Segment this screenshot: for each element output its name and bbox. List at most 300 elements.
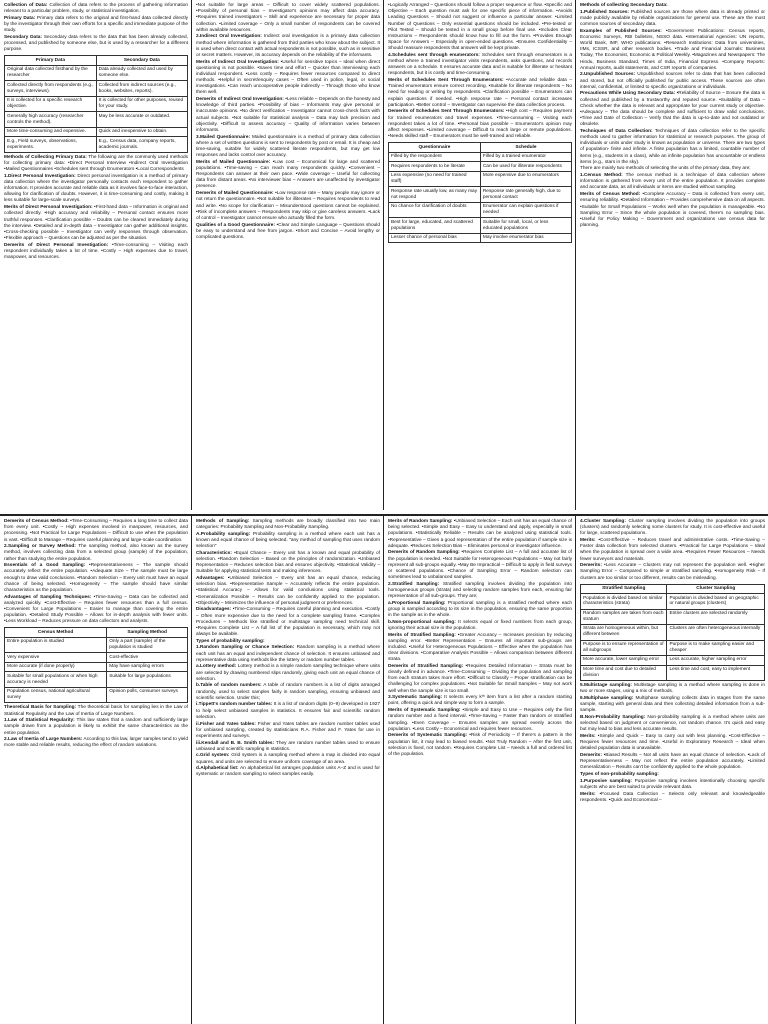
table-cell: It is collected for a specific research objective. [5, 96, 97, 111]
table-cell: Collected directly from respondents (e.g., surveys, interviews). [5, 81, 97, 96]
note-paragraph [196, 3, 380, 34]
table-row [581, 625, 765, 640]
note-heading: Demerits: [580, 563, 602, 569]
note-paragraph [196, 223, 380, 242]
note-text: This law states that a random and sufficiently large sample drawn from a population is likely to exhibit the same characteristics as the entire population. [4, 718, 188, 736]
note-heading: A.Probability sampling: [196, 531, 251, 537]
paragraph-group [196, 519, 380, 779]
note-paragraph [388, 53, 572, 78]
note-text: The sampling method, also known as the survey method, involves collecting data from a selected group (sample) of the population, rather than studying the entire population. [4, 544, 188, 562]
notes-column-4 [576, 0, 768, 510]
note-paragraph [580, 3, 765, 9]
note-paragraph [196, 191, 380, 222]
note-paragraph [580, 772, 765, 778]
table-row [389, 218, 572, 233]
paragraph-group [196, 3, 380, 241]
note-paragraph [196, 683, 380, 702]
note-paragraph [580, 29, 765, 72]
notes-bottom-half [0, 514, 768, 1024]
note-paragraph [580, 734, 765, 753]
note-text: •Equal Chance – Every unit has a known and equal probability of selection. •Random Selection – Based on the principles of randomization. •Unbiased Representation – Reduces selection bias and ensures objectivity. •Statistical Validity – Suitable for applying statistical tests and making inferences. [196, 550, 380, 575]
table-cell: More accurate (if done properly) [5, 662, 107, 672]
note-text: It selects equal or fixed numbers from each group, ignoring their actual size in the population. [388, 619, 572, 631]
table-row [389, 233, 572, 243]
note-paragraph [580, 792, 765, 804]
note-text: •Requires Detailed Information – Strata must be clearly defined in advance. •Time-Consuming – Dividing the population and sampling from each stratum takes more effort. •Difficult to Classify – Proper stratification can be challenging for complex populations. •Not Suitable for Small Samples – May not work well when the sample size is too small. [388, 663, 572, 694]
note-heading: ii.Fisher and Yates tables: [196, 721, 256, 727]
table-cell: May be less accurate or outdated. [96, 112, 187, 127]
note-text: They are random number tables used to ensure unbiased and scientific sampling in statistics. [196, 740, 380, 752]
note-heading: b.Non-proportional sampling: [388, 619, 456, 625]
table-cell: No chance for clarification of doubts [389, 202, 481, 217]
note-text: Proportional sampling is a stratified method where each group is sampled according to its size in the population, ensuring the same proportion in the sample as in the whole. [388, 600, 572, 619]
table-cell: E.g., Field surveys, observations, experiments. [5, 137, 97, 152]
note-text: •Useful for sensitive topics – Ideal when direct questioning is not possible. •Saves time and effort – Quicker than interviewing each individual respondent. •Less costly – Requires fewer resources compared to direct methods. •Helpful in secret/enquiry cases – Often used in police, legal, or social investigations. •Can reach uncooperative people indirectly – Through those who know them well. [196, 59, 381, 96]
table-row [581, 640, 765, 655]
note-text: An alphabetical list arranges population units A–Z and is used for systematic or random sampling to select samples easily. [196, 766, 380, 778]
table-row [581, 609, 765, 624]
note-heading: Methods of Sampling: [196, 519, 250, 524]
note-paragraph [196, 753, 380, 765]
table-header-cell: Stratified Sampling [581, 584, 667, 594]
note-heading: Demerits of Stratified Sampling: [388, 663, 464, 669]
table-header-cell: Sampling Method [107, 628, 188, 638]
table-cell: Enumerator can explain questions if needed [480, 202, 571, 217]
note-paragraph [580, 192, 765, 229]
table-row [5, 65, 188, 80]
table-row [5, 137, 188, 152]
note-heading: 1.Random Sampling or Chance Selection: [196, 645, 295, 651]
note-text: •Simple and Quick – Easy to carry out with less planning. •Cost-Effective – Requires fewer resources and time. •Useful in Exploratory Research – Ideal when detailed population data is unavailable. [580, 734, 765, 752]
note-paragraph [388, 550, 572, 581]
note-paragraph [388, 582, 572, 601]
table-row [5, 687, 188, 702]
table-cell: Opinion polls, consumer surveys [107, 687, 188, 702]
note-paragraph [580, 753, 765, 772]
note-text: •Less Accurate – Clusters may not represent the population well. •Higher Sampling Error – Compared to simple or stratified sampling. •Homogeneity Risk – If clusters are too similar or too different, results can be misleading. [580, 563, 765, 581]
note-paragraph [580, 72, 765, 91]
table-header-cell: Schedule [480, 143, 571, 153]
notes-column-5 [0, 516, 192, 1024]
table-cell: Population is divided based on similar characteristics (strata) [581, 594, 667, 609]
table-row [5, 112, 188, 127]
note-text: Non-probability sampling is a method where units are selected based on judgment or convenience, not random chance. It's quick and easy but may lead to bias and less accurate results. [580, 714, 766, 733]
note-heading: c.Grid system: [196, 753, 230, 759]
note-heading: 6.Multiphase sampling: [580, 695, 634, 701]
note-heading: 3.Systematic Sampling: [388, 695, 443, 701]
table-cell: Response rate generally high, due to personal contact [480, 187, 571, 202]
note-paragraph [4, 205, 188, 242]
comparison-table-wrap [4, 55, 188, 152]
note-text: Multistage sampling is a method where sampling is done in two or more stages, using a mix of methods. [580, 683, 765, 695]
note-heading: Merits of Census Method: [580, 192, 641, 198]
table-header-cell: Cluster Sampling [667, 584, 765, 594]
note-heading: Merits of Systematic Sampling: [388, 708, 461, 714]
note-text: It selects every kᵗʰ item from a list after a random starting point, offering a quick and simple way to form a sample. [388, 695, 572, 707]
note-heading: Precautions While Using Secondary Data: [580, 91, 676, 97]
note-text: •Unbiased Selection – Every unit has an equal chance, reducing selection bias. •Representative Sample – Accurately reflects the entire population. •Statistical Accuracy – Allows for valid conclusions using statistical tools. •Generalization Possible – Results can be confidently applied to the population. •Objectivity – Minimizes the influence of personal judgment or preferences. [196, 576, 380, 606]
note-text: Grid system is a sampling method where a map is divided into equal squares, and units are selected to ensure uniform coverage of an area. [196, 753, 380, 765]
table-cell: More time and cost due to detailed division [581, 665, 667, 680]
note-heading: d.Alphabetical list: [196, 766, 239, 772]
note-text: Mailed questionnaire is a method of primary data collection where a set of written questions is sent to respondents by post or email. It is cheap and time-saving, suitable for widely scattered literate respondents, but may get low responses and lacks control over accuracy. [196, 134, 380, 159]
note-paragraph [196, 766, 380, 778]
note-paragraph [580, 91, 765, 128]
note-heading: Demerits of Systematic Sampling: [388, 733, 468, 739]
note-text: Indirect oral investigation is a primary data collection method where information is gathered from third parties who know about the subject. It is used when direct contact with actual respondents is not possible, such as in sensitive or secret matters. However, its accuracy depends on the reliability of the informants. [196, 34, 380, 58]
table-cell: Suitable for small, local, or less educated populations [480, 218, 571, 233]
note-heading: Demerits of Census Method: [4, 519, 69, 524]
note-text: Lottery method is a simple random sampling technique where units are selected by drawing numbered slips randomly, giving each unit an equal chance of selection. [196, 664, 380, 682]
table-row [5, 127, 188, 137]
table-cell: Purpose is to ensure representation of all subgroups [581, 640, 667, 655]
note-text: •Less reliable – Depends on the honesty and knowledge of third parties. •Possibility of bias – Informants may give personal or inaccurate opinions. •No direct verification – Investigator cannot cross-check facts with actual subjects. •Not suitable for statistical analysis – Data may lack precision and objectivity. •Difficult to assess accuracy – Quality of information varies between informants. [196, 97, 380, 133]
table-cell: Very expensive [5, 653, 107, 663]
table-header-cell: Primary Data [5, 56, 97, 66]
note-heading: Types of probability sampling: [196, 638, 265, 644]
table-header-cell: Census Method [5, 628, 107, 638]
table-header-row [5, 628, 188, 638]
note-paragraph [4, 563, 188, 594]
table-cell: Generally high accuracy (researcher controls the method). [5, 112, 97, 127]
table-cell: Population is divided based on geographic or natural groups (clusters) [667, 594, 765, 609]
comparison-table [4, 627, 188, 703]
note-heading: Methods of Collecting Primary Data: [4, 154, 87, 160]
note-paragraph [196, 576, 380, 607]
note-heading: Merits of Mailed Questionnaire: [196, 159, 271, 165]
note-heading: 1.Published Sources: [580, 9, 629, 15]
note-paragraph [4, 737, 188, 749]
note-heading: Primary Data: [4, 15, 36, 21]
table-row [389, 171, 572, 186]
note-heading: Methods of collecting Secondary Data: [580, 3, 668, 8]
table-row [581, 656, 765, 666]
note-text: •Risk of Periodicity – If there's a pattern in the population list, it may lead to biased results. •Not Truly Random – After the first unit, selection is fixed, not random. •Requires Complete List – Needs a full and ordered list of the population. [388, 733, 572, 757]
table-row [581, 665, 765, 680]
note-text: •Accurate and reliable data – Trained enumerators ensure correct recording. •Suitable for illiterate respondents – No need for reading or writing by respondents. •Clarification possible – Enumerators can explain questions if needed. •High response rate – Personal contact increases participation. •Better control – Investigator can supervise the data collection process. [388, 78, 572, 108]
note-paragraph [388, 708, 572, 733]
notes-column-6 [192, 516, 384, 1024]
table-header-row [581, 584, 765, 594]
note-paragraph [196, 97, 380, 134]
note-text: •Logically Arranged – Questions should follow a proper sequence or flow. •Specific and Objective – Each question must ask for one specific piece of information. •Avoids Leading Questions – Should not suggest or influence a particular answer. •Limited Number of Questions – Only essential questions should be included. •Pre-tested or Pilot Tested – Should be tested in a small group before final use. •Includes Clear Instructions – Respondents should know how to fill out the form. •Provides Enough Space for Answers – Especially in open-ended questions. •Ensures Confidentiality – Should reassure respondents that answers will be kept private. [388, 3, 572, 52]
table-header-cell: Questionnaire [389, 143, 481, 153]
note-text: A table of random numbers is a list of digits arranged randomly, used to select samples fairly in random sampling, ensuring unbiased and scientific selection. Under this; [196, 683, 381, 701]
notes-column-1 [0, 0, 192, 510]
comparison-table [4, 55, 188, 152]
table-row [5, 637, 188, 652]
note-text: Sampling methods are broadly classified into two main categories: Probability Sampling and Non-Probability Sampling. [196, 519, 381, 531]
note-heading: Merits of Random Sampling: [388, 519, 453, 524]
comparison-table-wrap [580, 584, 765, 681]
note-heading: 5.Multistage sampling: [580, 683, 632, 689]
note-paragraph [196, 34, 380, 59]
note-text: •Reliability of Source – Ensure the data is collected and published by a trustworthy and reputed source. •Suitability of Data – Check whether the data is relevant and appropriate for your current study or objective. •Adequacy – The data should be complete and sufficient to draw valid conclusions. •Time and Date of Collection – Verify that the data is up-to-date and not outdated or obsolete. [580, 91, 765, 128]
table-header-cell: Secondary Data [96, 56, 187, 66]
note-text: •Requires Complete List – A full and accurate list of the population is needed. •Not Suitable for Heterogeneous Populations – May not fairly represent all sub-groups equally. •May Be Impractical – Difficult to apply in field surveys or scattered populations. •Chance of Sampling Error – Random selection can sometimes lead to unbalanced samples. [388, 550, 572, 581]
table-cell: Requires respondents to be literate [389, 162, 481, 172]
paragraph-group [4, 3, 188, 53]
note-heading: Demerits of Direct Personal Investigation: [4, 242, 109, 248]
note-heading: Essentials of a Good Sampling: [4, 563, 86, 569]
note-heading: Demerits of Mailed Questionnaire: [196, 191, 274, 197]
note-text: •First-hand data – Information is original and collected directly. •High accuracy and reliability – Personal contact ensures more truthful responses. •Clarification possible – Doubts can be cleared immediately during the interview. •Detailed and in-depth data – Investigator can gather additional insights. •Cross-checking possible – Investigator can verify responses through observation. •Flexible approach – Questions can be adjusted as per the situation. [4, 205, 188, 242]
table-cell: It is collected for other purposes, reused for your study. [96, 96, 187, 111]
note-paragraph [4, 155, 188, 174]
note-text: •Biased Results – Not all units have an equal chance of selection. •Lack of Representativeness – May not reflect the entire population accurately. •Limited Generalization – Results can't be confidently applied to the whole population. [580, 753, 765, 771]
note-heading: a.Lottery method: [196, 664, 237, 670]
table-cell: Less accurate, higher sampling error [667, 656, 765, 666]
note-text: •Not suitable for large areas – Difficult to cover widely scattered populations. •Possibility of personal bias – Investigator's opinions may affect data accuracy. •Requires trained investigators – Skill and experience are necessary for proper data collection. •Limited coverage – Only a small number of respondents can be covered within available resources. [196, 3, 380, 33]
note-text: Unpublished sources refer to data that has been collected and stored, but not officially published for public access. These sources are often internal, confidential, or limited to specific organizations or individuals. [580, 72, 765, 90]
notes-column-7 [384, 516, 576, 1024]
note-heading: i.Tippett's random number tables: [196, 702, 273, 708]
note-paragraph [196, 639, 380, 645]
comparison-table-wrap [388, 142, 572, 243]
note-paragraph [580, 696, 765, 715]
table-cell: Suitable for small populations or when high accuracy is needed [5, 672, 107, 687]
note-heading: Characteristics: [196, 550, 232, 556]
note-text: •Low cost – Economical for large and scattered populations. •Time-saving – Can reach many respondents quickly. •Convenient – Respondents can answer at their own pace. •Wide coverage – Useful for collecting data from distant areas. •No interviewer bias – Answers are unaffected by investigator presence. [196, 159, 380, 190]
table-cell: More time-consuming and expensive. [5, 127, 97, 137]
note-paragraph [580, 10, 765, 29]
table-cell: Strata are homogeneous within, but different between [581, 625, 667, 640]
note-text: Secondary data refers to the data that has been already collected, processed, and published by someone else, but is used by a researcher for a different purpose. [4, 34, 188, 53]
note-heading: Disadvantages: [196, 607, 232, 613]
note-heading: Secondary Data: [4, 34, 43, 40]
note-paragraph [388, 664, 572, 695]
note-text: •Time-Consuming – Requires careful planning and execution. •Costly – Often more expensive due to the need for a complete sampling frame. •Complex Procedures – Methods like stratified or multistage sampling need technical skill. •Requires Complete List – A full list of the population is necessary, which may not always be available. [196, 607, 380, 638]
table-row [389, 152, 572, 162]
note-paragraph [4, 174, 188, 205]
note-text: Collection of data refers to the process of gathering information relevant to a particular problem, study, or statistical investigation. [4, 3, 188, 15]
note-heading: Merits of Schedules Sent Through Enumerators: [388, 78, 504, 84]
note-paragraph [580, 779, 765, 791]
note-heading: 2.Law of Inertia of Large Numbers: [4, 737, 83, 743]
table-cell: Quick and inexpensive to obtain. [96, 127, 187, 137]
note-text: Stratified sampling involves dividing the population into homogeneous groups (strata) and selecting random samples from each, ensuring fair representation of all sub-groups. They are; [388, 581, 572, 600]
paragraph-group [580, 519, 765, 582]
note-text: •Cost-Effective – Reduces travel and administrative costs. •Time-Saving – Faster data collection from selected clusters. •Practical for Large Populations – Ideal when the population is spread over a wide area. •Requires Fewer Resources – Needs fewer surveyors and materials. [580, 538, 765, 562]
note-paragraph [196, 519, 380, 531]
table-cell: Entire clusters are selected randomly [667, 609, 765, 624]
table-cell: Random samples are taken from each stratum [581, 609, 667, 624]
note-text: It is a list of random digits (0–9) developed in 1927 to help select unbiased samples in statistics. It ensures fair and scientific random selection. [196, 702, 381, 720]
table-cell: May have sampling errors [107, 662, 188, 672]
note-text: •Focused Data Collection – Selects only relevant and knowledgeable respondents. •Quick and Economical – [580, 791, 765, 803]
note-paragraph [196, 607, 380, 638]
paragraph-group [4, 519, 188, 625]
paragraph-group [388, 519, 572, 758]
note-heading: Demerits of Indirect Oral Investigation: [196, 97, 284, 103]
table-header-row [389, 143, 572, 153]
paragraph-group [580, 683, 765, 804]
note-heading: Merits of Stratified Sampling: [388, 632, 456, 638]
table-cell: Entire population is studied [5, 637, 107, 652]
note-text: Primary data refers to the original and first-hand data collected directly by the investigator through their own efforts for a specific and immediate purpose of the study. [4, 15, 189, 34]
note-heading: Qualities of a Good Questionnaire: [196, 222, 276, 228]
note-heading: 4.Cluster Sampling: [580, 519, 626, 524]
note-heading: 3.Mailed Questionnaire: [196, 134, 251, 140]
note-text: •Unbiased Selection – Each unit has an equal chance of being selected. •Simple and Easy – Easy to understand and apply, especially in small populations. •Statistically Reliable – Results can be analyzed using statistical tools. •Representative – Gives a good representation of the entire population if sample size is adequate. •Reduces Selection Bias – Eliminates personal or investigator influence. [388, 519, 572, 549]
note-paragraph [388, 633, 572, 664]
note-paragraph [4, 16, 188, 35]
note-text: Schedules sent through enumerators is a method where a trained investigator visits respondents, asks questions, and records answers on a schedule. It ensures accurate data and is suitable for illiterate or hesitant respondents, but it is costly and time-consuming. [388, 52, 572, 77]
table-cell: More expensive due to enumerators [480, 171, 571, 186]
note-paragraph [388, 601, 572, 620]
comparison-table-wrap [4, 627, 188, 703]
note-paragraph [196, 551, 380, 576]
note-text: Cluster sampling involves dividing the population into groups (clusters) and randomly selecting some clusters for study. It is cost-effective and useful for large, scattered populations. [580, 519, 765, 537]
comparison-table [388, 142, 572, 243]
note-paragraph [196, 532, 380, 551]
note-text: There are mainly two methods of selecting the units of the primary data, they are; [580, 166, 751, 172]
note-heading: Collection of Data: [4, 3, 48, 8]
table-row [389, 187, 572, 202]
note-paragraph [580, 519, 765, 538]
note-heading: Merits of Direct Personal Investigation: [4, 205, 93, 211]
note-text: Techniques of data collection refer to the specific methods used to gather information for statistical or research purposes. The group of individuals or units under study is known as population or universe. There are two types of population- finite and infinite. A finite population has a limited, countable number of items (e.g., students in a class), while an infinite population has uncountable or endless items (e.g., stars in the sky). [580, 128, 765, 165]
note-paragraph [4, 3, 188, 15]
table-cell: Purpose is to make sampling easier and cheaper [667, 640, 765, 655]
paragraph-group [4, 705, 188, 749]
note-heading: 2.Indirect Oral Investigation: [196, 34, 262, 40]
note-paragraph [4, 243, 188, 262]
table-cell: Less expensive (no need for trained staff) [389, 171, 481, 186]
note-paragraph [388, 620, 572, 632]
table-row [5, 662, 188, 672]
note-paragraph [196, 741, 380, 753]
note-paragraph [580, 563, 765, 582]
note-paragraph [388, 733, 572, 758]
note-paragraph [196, 60, 380, 97]
note-text: •Representativeness – The sample should accurately reflect the entire population. •Adequate Size – The sample must be large enough to draw valid conclusions. •Random Selection – Every unit must have an equal chance of being selected. •Homogeneity – The sample should have similar characteristics as the population. [4, 563, 188, 593]
note-text: •Low response rate – Many people may ignore or not return the questionnaire. •Not suitable for illiterates – Requires respondents to read and write. •No scope for clarification – Misunderstood questions cannot be explained. •Risk of incomplete answers – Respondents may skip or give careless answers. •Lack of control – Investigator cannot ensure who actually filled the form. [196, 191, 380, 221]
table-row [5, 672, 188, 687]
table-cell: Best for large, educated, and scattered populations [389, 218, 481, 233]
note-text: Purposive sampling involves intentionally choosing specific subjects who are best suited to provide relevant data. [580, 778, 765, 790]
note-paragraph [196, 702, 380, 721]
note-paragraph [4, 544, 188, 563]
table-cell: Clusters are often heterogeneous internally [667, 625, 765, 640]
note-text: •Greater Accuracy – Increases precision by reducing sampling error. •Better Representation – Ensures all important sub-groups are included. •Useful for Heterogeneous Populations – Effective when the population has clear divisions. •Comparative Analysis Possible – Allows comparison between different strata. [388, 632, 572, 663]
note-text: Published sources are those where data is already printed or made publicly available by reliable organizations for general use. These are the most common sources of secondary data. [580, 9, 765, 28]
note-paragraph [580, 683, 765, 695]
note-heading: a.Proportional Sampling: [388, 600, 446, 606]
table-cell: Original data collected firsthand by the researcher [5, 65, 97, 80]
note-heading: Demerits of Schedules Sent Through Enumerators: [388, 109, 505, 115]
table-row [5, 81, 188, 96]
note-heading: Demerits of Random Sampling: [388, 550, 460, 556]
notes-column-2 [192, 0, 384, 510]
table-row [5, 653, 188, 663]
table-cell: Filled by the respondent [389, 152, 481, 162]
table-row [389, 162, 572, 172]
table-cell: Filled by a trained enumerator [480, 152, 571, 162]
note-text: The theoretical basis for sampling lies in the Law of Statistical Regularity and the Law of Inertia of Large Numbers. [4, 705, 188, 717]
paragraph-group [4, 155, 188, 261]
note-heading: Demerits: [580, 753, 602, 759]
table-cell: Lesser chance of personal bias [389, 233, 481, 243]
note-heading: 4.Schedules sent through enumerators: [388, 52, 480, 58]
note-text: •Simple and Easy to Use – Requires only the first random number and a fixed interval. •Time-Saving – Faster than random or stratified sampling. •Even Coverage – Ensures samples are spread evenly across the population. •Less Costly – Economical and requires fewer resources. [388, 708, 572, 732]
note-heading: Merits: [580, 538, 596, 544]
note-paragraph [196, 135, 380, 160]
note-paragraph [4, 595, 188, 626]
note-heading: Types of non-probability sampling: [580, 772, 659, 778]
note-heading: Merits: [580, 791, 596, 797]
note-text: Probability sampling is a method where each unit has a known and equal chance of being selected. "any method of sampling that uses random selection" [196, 531, 380, 550]
note-paragraph [388, 109, 572, 140]
note-paragraph [580, 129, 765, 166]
note-heading: Techniques of Data Collection: [580, 128, 653, 134]
table-header-row [5, 56, 188, 66]
table-cell: Only a part (sample) of the population is studied [107, 637, 188, 652]
table-cell: Suitable for large populations [107, 672, 188, 687]
note-text: The following are the commonly used methods for collecting primary data: •Direct Personal Interview •Indirect Oral Investigation •Mailed Questionnaires •Schedules sent through Enumerators •Local Correspondents [4, 154, 188, 173]
note-text: •Government Publications: Census reports, Economic Surveys, RBI bulletins, NSSO data. •International Agencies: UN reports, World Bank, IMF, WHO publications. •Research Institutions: Data from universities, IIMs, ICSSR, and other research bodies. •Trade and Financial Journals: Business Today, The Economist, Economic & Political Weekly. •Magazines and Newspapers: The Hindu, Business Standard, Times of India, Financial Express. •Company Reports: Annual reports, audit statements, and CSR reports of companies. [580, 28, 765, 71]
table-cell: Population census, national agricultural survey [5, 687, 107, 702]
note-text: •Clear and Simple Language – Questions should be easy to understand and free from jargon. •Short and Concise – Avoid lengthy or complicated questions. [196, 222, 381, 240]
note-paragraph [388, 3, 572, 52]
table-row [389, 202, 572, 217]
table-cell: Data already collected and used by someone else. [96, 65, 187, 80]
note-text: Random sampling is a method where each unit has an equal and independent chance of selection. It ensures unbiased and representative data using methods like the lottery or random number tables. [196, 645, 381, 663]
note-heading: Advantages of Sampling Techniques: [4, 594, 92, 600]
notes-top-half [0, 0, 768, 510]
note-heading: 1.Census Method: [580, 173, 623, 179]
note-text: According to this law, larger samples tend to yield more stable and reliable results, reducing the effect of random variations. [4, 737, 188, 749]
note-paragraph [580, 715, 765, 734]
table-row [581, 594, 765, 609]
table-cell: Response rate usually low, as many may not respond [389, 187, 481, 202]
note-paragraph [4, 718, 188, 737]
note-paragraph [580, 173, 765, 192]
table-cell: May involve enumerator bias [480, 233, 571, 243]
table-cell: Cost-effective [107, 653, 188, 663]
paragraph-group [580, 3, 765, 229]
note-paragraph [4, 519, 188, 544]
note-paragraph [4, 35, 188, 54]
note-paragraph [580, 538, 765, 563]
note-paragraph [196, 664, 380, 683]
note-text: •High cost – Requires payment for trained enumerators and travel expenses. •Time-consuming – Visiting each respondent takes a lot of time. •Personal bias possible – Enumerator's opinion may affect responses. •Limited coverage – Difficult to reach large or remote populations. •Needs skilled staff – Enumerators must be well-trained and reliable. [388, 109, 572, 140]
table-cell: Collected from indirect sources (e.g., books, websites, reports). [96, 81, 187, 96]
note-heading: 2.Sampling or Survey Method: [4, 544, 76, 550]
paragraph-group [388, 3, 572, 140]
note-paragraph [388, 78, 572, 109]
note-heading: Merits: [580, 734, 596, 739]
note-paragraph [196, 160, 380, 191]
note-text: •Complete Accuracy – Data is collected from every unit, ensuring reliability. •Detailed Information – Provides comprehensive data on all aspects. •Suitable for Small Populations – Works well when the population is manageable. •No Sampling Error – Since the whole population is covered, there's no sampling bias. •Useful for Policy Making – Government and organizations use census data for planning. [580, 192, 766, 229]
comparison-table [580, 584, 765, 681]
note-heading: 1.Law of Statistical Regularity: [4, 718, 75, 724]
note-paragraph [388, 519, 572, 550]
note-heading: b.Table of random numbers: [196, 683, 262, 689]
note-heading: 1.Purposive sampling: [580, 778, 632, 784]
note-text: The census method is a technique of data collection where information is gathered from every unit of the entire population. It provides complete and accurate data, as all individuals or items are studied without sampling. [580, 173, 766, 191]
note-paragraph [196, 645, 380, 664]
note-paragraph [388, 695, 572, 707]
note-heading: Advantages: [196, 576, 225, 582]
note-heading: 1.Direct Personal Investigation: [4, 173, 76, 179]
note-text: •Time-Saving – Data can be collected and analyzed quickly. •Cost-Effective – Requires fewer resources than a full census. •Convenient for Large Populations – Easier to manage than covering the entire population. •Detailed Study Possible – Allows for in-depth analysis with fewer units. •Less Workload – Reduces pressure on data collectors and analysts. [4, 594, 188, 625]
note-heading: iii.Kendall and B. B. Smith tables: [196, 740, 275, 746]
table-cell: Less time and cost, easy to implement [667, 665, 765, 680]
notes-column-8 [576, 516, 768, 1024]
note-paragraph [580, 166, 765, 172]
note-text: Multiphase sampling collects data in stages from the same sample, starting with general data and then collecting detailed information from a sub-sample. [580, 695, 765, 714]
